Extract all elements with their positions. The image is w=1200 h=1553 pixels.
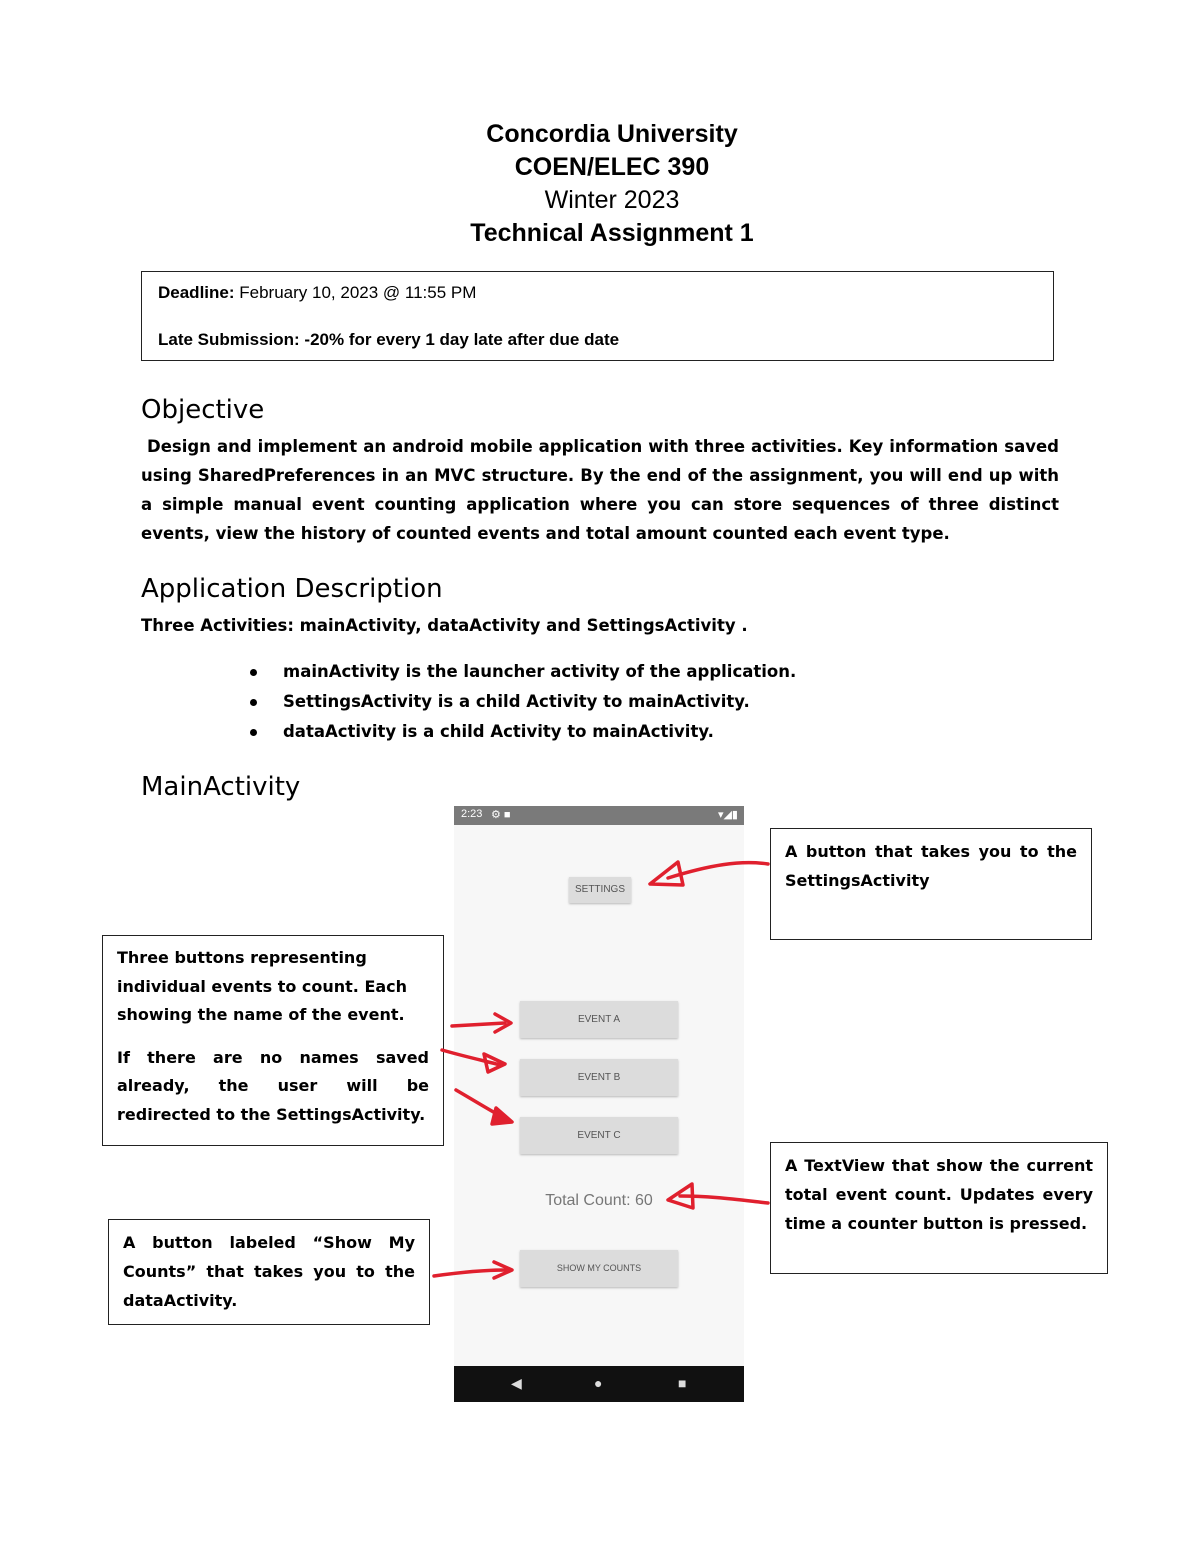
university-name: Concordia University	[486, 120, 738, 148]
status-time: 2:23	[461, 808, 483, 820]
recents-icon[interactable]: ■	[678, 1375, 687, 1391]
settings-callout: A button that takes you to the SettingsActivity	[770, 828, 1092, 940]
event-b-button[interactable]: EVENT B	[520, 1059, 678, 1096]
activity-list	[245, 657, 796, 747]
objective-text: Design and implement an android mobile application with three activities. Key information saved using SharedPreferences in an MVC structure. By the end of the assignment, you will end up with a simple manual event counting application where you can store sequences of three distinct events, view the history of counted events and total amount counted each event type.	[141, 437, 1059, 543]
list-item: SettingsActivity is a child Activity to mainActivity.	[245, 687, 796, 717]
status-bar	[454, 806, 744, 825]
textview-callout: A TextView that show the current total event count. Updates every time a counter button is pressed.	[770, 1142, 1108, 1274]
home-icon[interactable]: ●	[594, 1375, 603, 1391]
bullet-icon	[250, 669, 257, 676]
notification-icons: ⚙ ■	[491, 809, 511, 821]
deadline-box	[141, 271, 1054, 361]
deadline-label: Deadline:	[158, 283, 235, 302]
bullet-icon	[250, 699, 257, 706]
bullet-icon	[250, 729, 257, 736]
total-count-text: Total Count: 60	[545, 1192, 653, 1209]
late-submission-row	[158, 330, 619, 350]
events-callout-text-1: Three buttons representing individual events to count. Each showing the name of the event.	[117, 948, 408, 1024]
assignment-title: Technical Assignment 1	[470, 219, 754, 247]
event-a-button[interactable]: EVENT A	[520, 1001, 678, 1038]
list-item: mainActivity is the launcher activity of the application.	[245, 657, 796, 687]
title-block	[0, 118, 1200, 250]
phone-screenshot	[454, 806, 744, 1402]
settings-button[interactable]: SETTINGS	[569, 877, 631, 903]
objective-heading: Objective	[141, 395, 265, 425]
term: Winter 2023	[544, 186, 680, 214]
signal-battery-icon: ▾◢▮	[717, 809, 738, 821]
events-callout-text-2: If there are no names saved already, the user will be redirected to the SettingsActivity.	[117, 1047, 429, 1124]
main-activity-heading: MainActivity	[141, 772, 301, 802]
navigation-bar	[454, 1366, 744, 1402]
events-callout	[102, 935, 444, 1146]
course-code: COEN/ELEC 390	[514, 153, 710, 181]
show-my-counts-button[interactable]: SHOW MY COUNTS	[520, 1250, 678, 1287]
late-submission-label: Late Submission:	[158, 330, 300, 349]
list-item: dataActivity is a child Activity to mainActivity.	[245, 717, 796, 747]
back-icon[interactable]: ◀	[511, 1375, 522, 1391]
deadline-row	[158, 283, 476, 303]
deadline-value: February 10, 2023 @ 11:55 PM	[239, 283, 477, 302]
event-c-button[interactable]: EVENT C	[520, 1117, 678, 1154]
app-description-heading: Application Description	[141, 574, 443, 604]
show-counts-callout: A button labeled “Show My Counts” that takes you to the dataActivity.	[108, 1219, 430, 1325]
app-description-intro: Three Activities: mainActivity, dataActivity and SettingsActivity .	[141, 616, 748, 635]
late-submission-value: -20% for every 1 day late after due date	[304, 330, 620, 349]
